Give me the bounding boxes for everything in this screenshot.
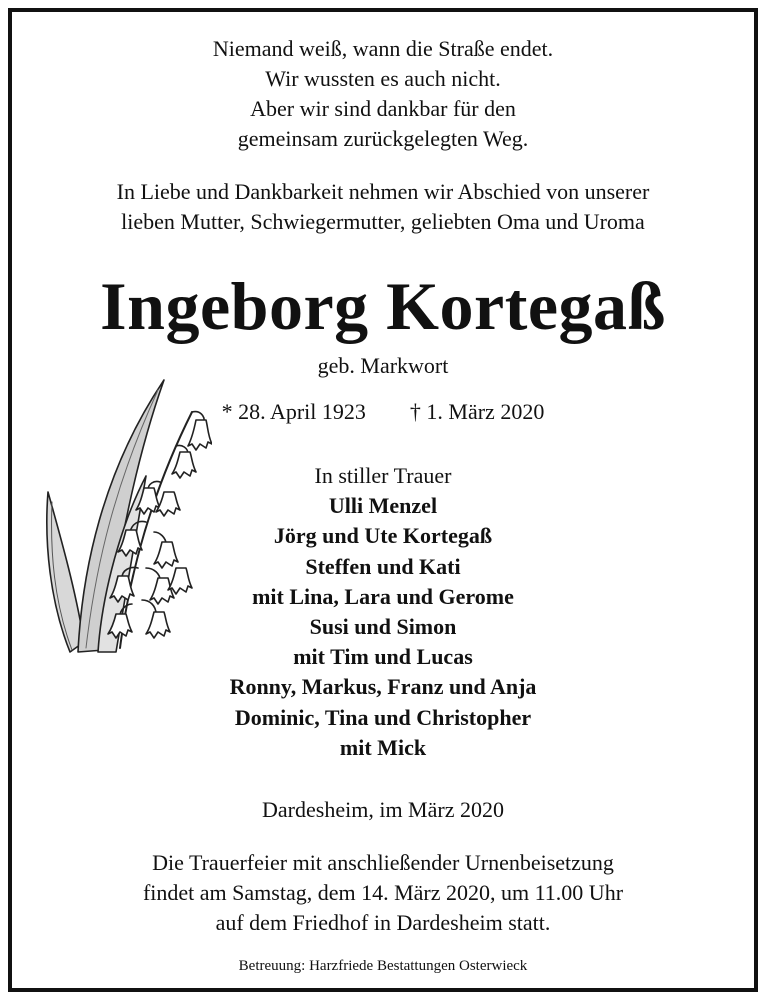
place-and-date: Dardesheim, im März 2020: [262, 797, 504, 822]
obituary-notice: [8, 8, 758, 992]
mourner: mit Lina, Lara und Gerome: [252, 583, 514, 609]
deceased-name: Ingeborg Kortegaß: [100, 268, 666, 344]
poem-line: Niemand weiß, wann die Straße endet.: [212, 36, 554, 61]
mourner: Susi und Simon: [309, 614, 457, 640]
undertaker-credit: Betreuung: Harzfriede Bestattungen Osterwieck: [238, 958, 528, 974]
intro-line: lieben Mutter, Schwiegermutter, geliebten Oma und Uroma: [121, 209, 645, 234]
poem-line: Wir wussten es auch nicht.: [265, 66, 501, 91]
mourner: mit Tim und Lucas: [293, 644, 473, 670]
poem-line: Aber wir sind dankbar für den: [250, 96, 516, 121]
ceremony-line: Die Trauerfeier mit anschließender Urnenbeisetzung: [152, 850, 614, 875]
mourner: Jörg und Ute Kortegaß: [273, 523, 493, 549]
ceremony-info: [12, 848, 754, 938]
ceremony-line: findet am Samstag, dem 14. März 2020, um 11.00 Uhr: [142, 880, 624, 905]
intro-line: In Liebe und Dankbarkeit nehmen wir Abschied von unserer: [116, 179, 650, 204]
mourners-list: [12, 461, 754, 763]
birth-date: * 28. April 1923: [221, 399, 366, 424]
poem-line: gemeinsam zurückgelegten Weg.: [237, 126, 529, 151]
mourning-lead: In stiller Trauer: [314, 463, 452, 488]
birth-name: geb. Markwort: [317, 353, 449, 378]
mourner: Dominic, Tina und Christopher: [234, 704, 532, 730]
mourner: Steffen und Kati: [305, 553, 461, 579]
farewell-intro: [12, 177, 754, 237]
death-date: † 1. März 2020: [409, 399, 545, 424]
mourner: mit Mick: [339, 734, 427, 760]
poem: [12, 34, 754, 154]
mourner: Ulli Menzel: [328, 493, 438, 519]
ceremony-line: auf dem Friedhof in Dardesheim statt.: [215, 910, 551, 935]
mourner: Ronny, Markus, Franz und Anja: [229, 674, 537, 700]
